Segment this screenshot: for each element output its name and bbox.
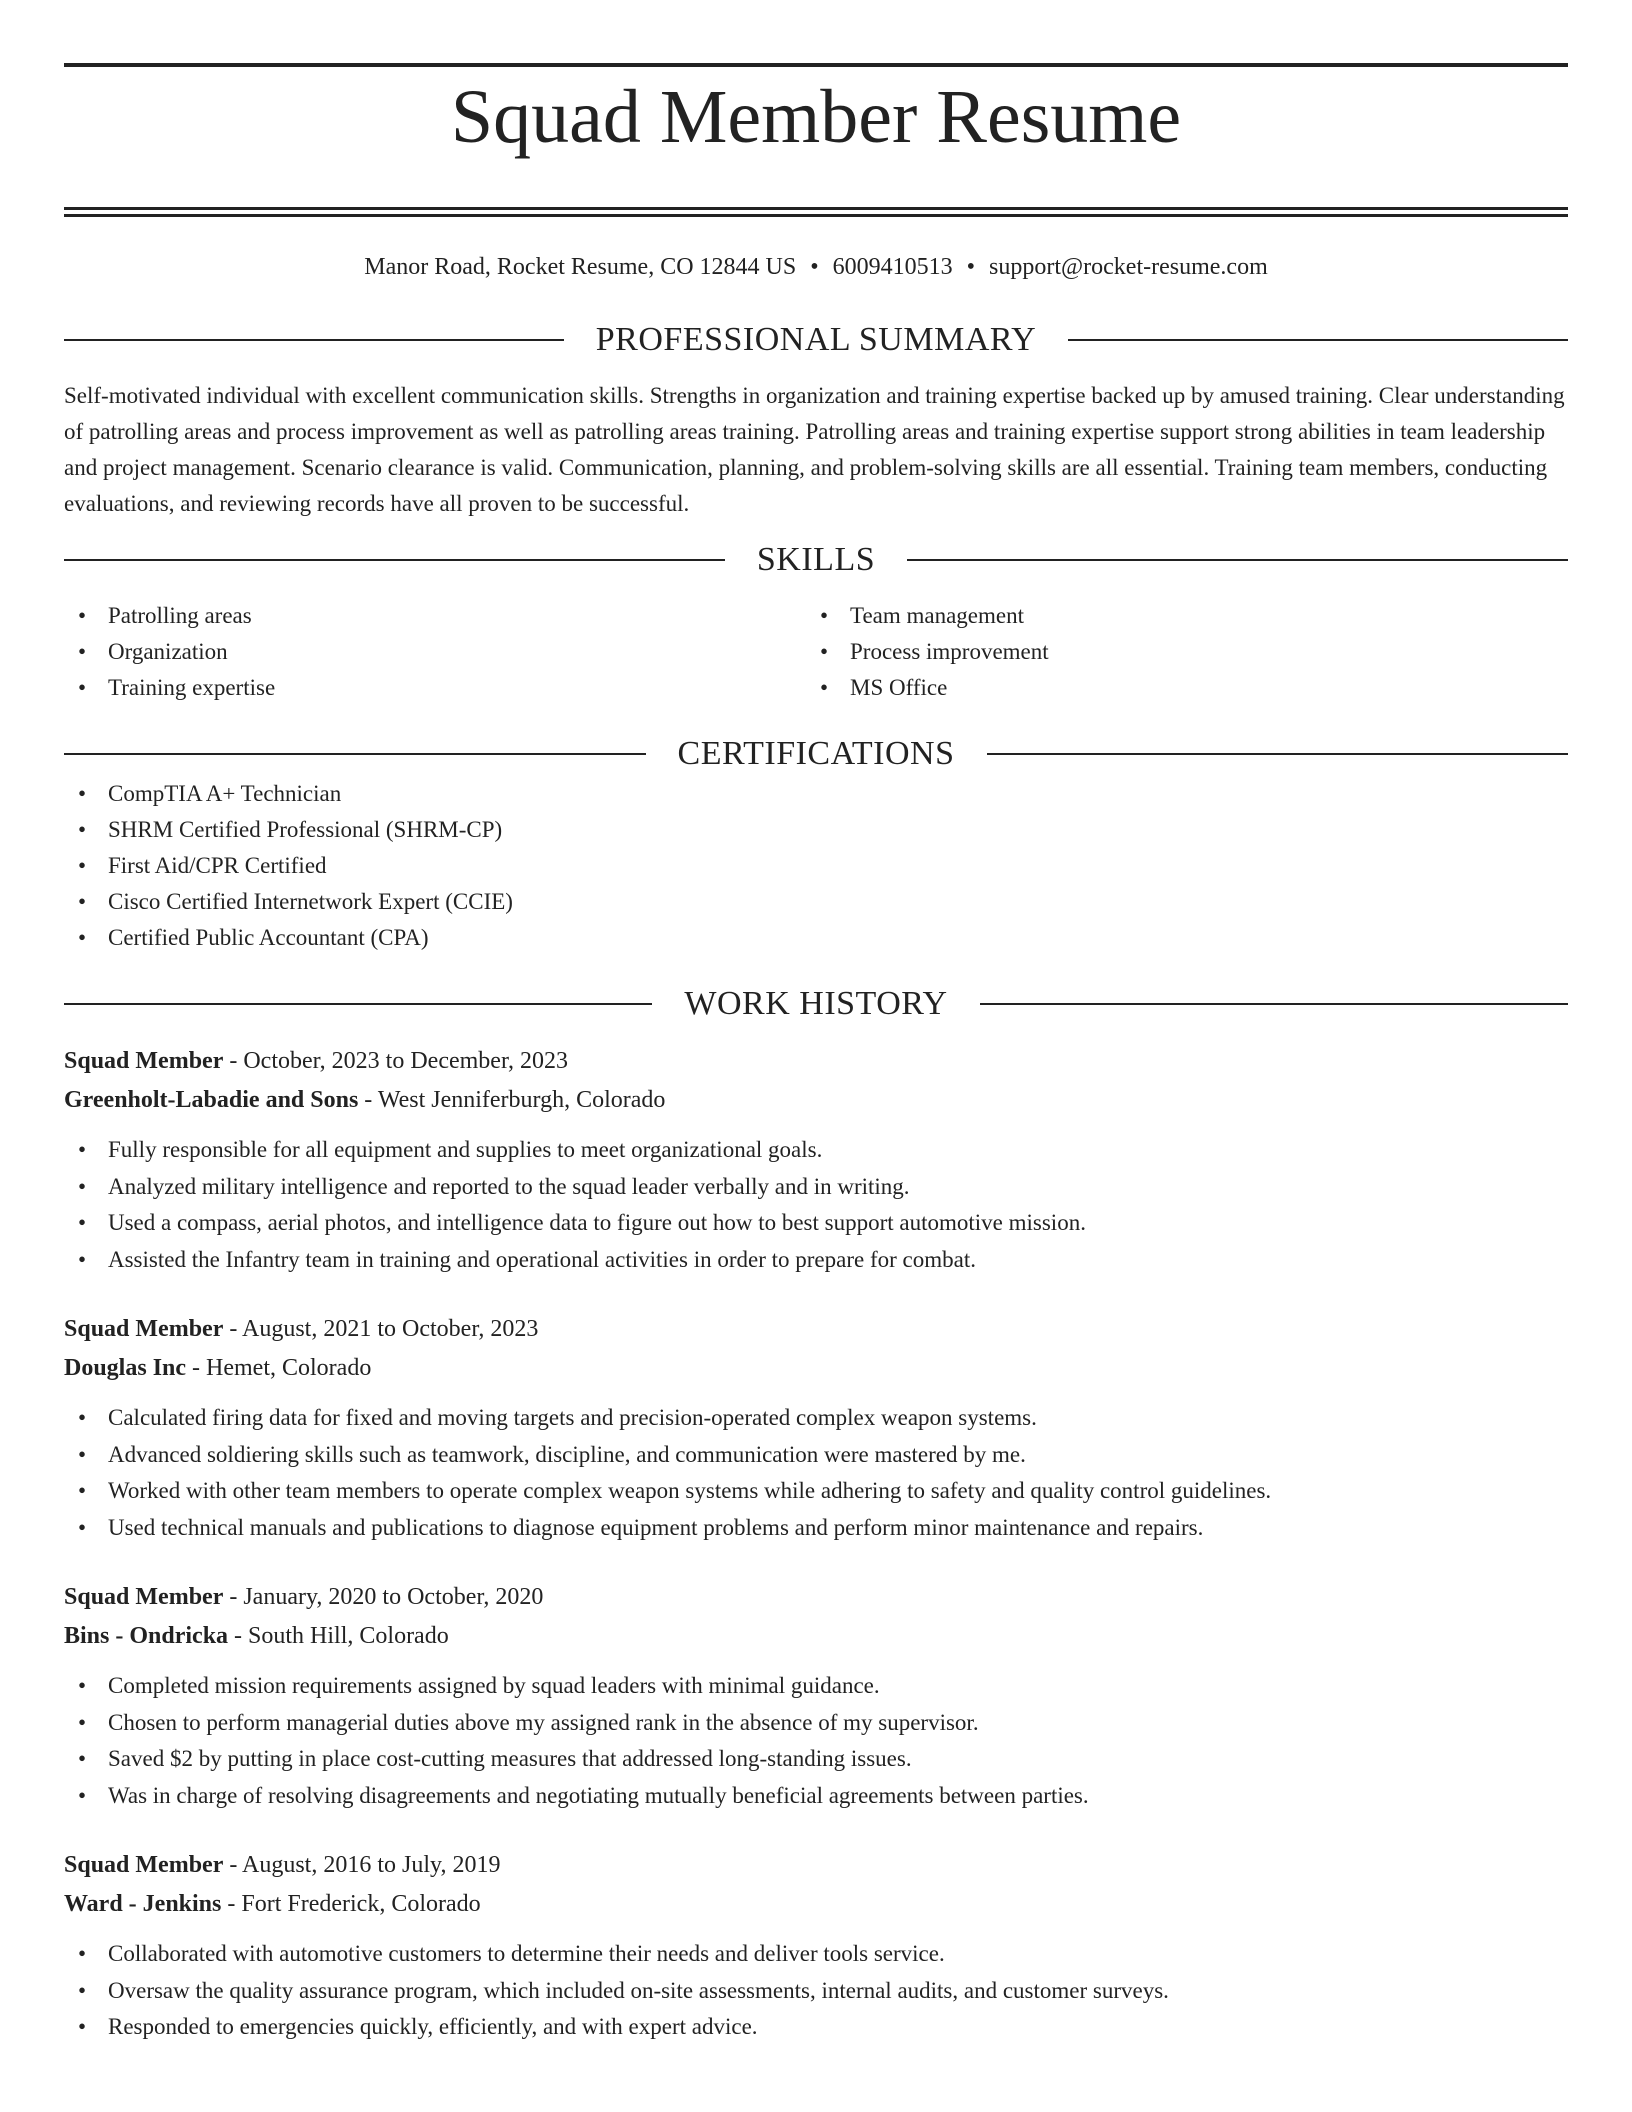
contact-phone: 6009410513 <box>832 254 953 280</box>
section-title: PROFESSIONAL SUMMARY <box>595 321 1037 358</box>
job-title: Squad Member <box>64 1048 224 1074</box>
job-title-line <box>64 1578 1568 1617</box>
job-duty-item: • Used a compass, aerial photos, and intelligence data to figure out how to best support automotive mission. <box>64 1205 1568 1242</box>
job-duties <box>64 1400 1568 1546</box>
job-duty-item: • Responded to emergencies quickly, efficiently, and with expert advice. <box>64 2009 1568 2046</box>
job-entry <box>64 1578 1568 1814</box>
job-duty-item: • Completed mission requirements assigned by squad leaders with minimal guidance. <box>64 1668 1568 1705</box>
skills-column-right <box>806 598 1548 706</box>
job-title: Squad Member <box>64 1852 224 1878</box>
heading-rule-right <box>907 559 1568 561</box>
summary-text: Self-motivated individual with excellent communication skills. Strengths in organization and training expertise backed up by amused training. Clear understanding of patrolling areas and process improvement as well as patrolling areas training. Patrolling areas and training expertise support strong abilities in team leadership and project management. Scenario clearance is valid. Communication, planning, and problem-solving skills are all essential. Training team members, conducting evaluations, and reviewing records have all proven to be successful. <box>64 383 1565 516</box>
heading-rule-right <box>1068 339 1568 341</box>
title-block <box>64 67 1568 207</box>
job-duty-item: • Chosen to perform managerial duties above my assigned rank in the absence of my supervisor. <box>64 1705 1568 1742</box>
skill-item: • Organization <box>64 634 806 670</box>
job-duty-item: • Saved $2 by putting in place cost-cutting measures that addressed long-standing issues. <box>64 1741 1568 1778</box>
job-duty-item: • Calculated firing data for fixed and moving targets and precision-operated complex weapon systems. <box>64 1400 1568 1437</box>
job-company: Bins - Ondricka <box>64 1623 229 1649</box>
skill-item: • Process improvement <box>806 634 1548 670</box>
section-title: CERTIFICATIONS <box>677 735 955 772</box>
contact-separator: • <box>810 254 819 280</box>
certification-item: • First Aid/CPR Certified <box>64 848 1568 884</box>
section-heading-summary <box>64 318 1568 362</box>
section-heading-certifications <box>64 732 1568 776</box>
job-duty-item: • Advanced soldiering skills such as teamwork, discipline, and communication were mastered by me. <box>64 1437 1568 1474</box>
job-dates: - January, 2020 to October, 2020 <box>223 1584 544 1610</box>
job-location: - West Jenniferburgh, Colorado <box>358 1087 666 1113</box>
section-title: SKILLS <box>756 541 876 578</box>
job-entry <box>64 1042 1568 1278</box>
job-duty-item: • Collaborated with automotive customers to determine their needs and deliver tools service. <box>64 1936 1568 1973</box>
job-dates: - October, 2023 to December, 2023 <box>223 1048 568 1074</box>
job-duty-item: • Was in charge of resolving disagreements and negotiating mutually beneficial agreements between parties. <box>64 1778 1568 1815</box>
contact-email: support@rocket-resume.com <box>989 254 1268 280</box>
job-title-line <box>64 1310 1568 1349</box>
heading-rule-left <box>64 1003 652 1005</box>
job-duties <box>64 1936 1568 2046</box>
job-duty-item: • Analyzed military intelligence and reported to the squad leader verbally and in writing. <box>64 1169 1568 1206</box>
job-entry <box>64 1846 1568 2046</box>
skill-item: • Training expertise <box>64 670 806 706</box>
certification-item: • Certified Public Accountant (CPA) <box>64 920 1568 956</box>
job-duty-item: • Used technical manuals and publications to diagnose equipment problems and perform minor maintenance and repairs. <box>64 1510 1568 1547</box>
job-title: Squad Member <box>64 1316 224 1342</box>
title-double-rule <box>64 207 1568 217</box>
job-company: Douglas Inc <box>64 1355 187 1381</box>
section-heading-skills <box>64 538 1568 582</box>
job-duty-item: • Oversaw the quality assurance program, which included on-site assessments, internal audits, and customer surveys. <box>64 1973 1568 2010</box>
heading-rule-left <box>64 559 725 561</box>
job-company-line <box>64 1081 1568 1120</box>
heading-rule-right <box>987 753 1569 755</box>
contact-address: Manor Road, Rocket Resume, CO 12844 US <box>364 254 797 280</box>
contact-separator: • <box>966 254 976 280</box>
job-duties <box>64 1132 1568 1278</box>
job-duties <box>64 1668 1568 1814</box>
heading-rule-left <box>64 339 564 341</box>
skills-list <box>64 598 1568 706</box>
job-company: Greenholt-Labadie and Sons <box>64 1087 359 1113</box>
skill-item: • MS Office <box>806 670 1548 706</box>
job-title: Squad Member <box>64 1584 224 1610</box>
section-title: WORK HISTORY <box>684 985 948 1022</box>
job-entry <box>64 1310 1568 1546</box>
job-location: - Fort Frederick, Colorado <box>221 1891 481 1917</box>
heading-rule-right <box>980 1003 1568 1005</box>
certification-item: • Cisco Certified Internetwork Expert (CCIE) <box>64 884 1568 920</box>
certification-item: • CompTIA A+ Technician <box>64 776 1568 812</box>
skill-item: • Team management <box>806 598 1548 634</box>
job-duty-item: • Fully responsible for all equipment and supplies to meet organizational goals. <box>64 1132 1568 1169</box>
job-location: - South Hill, Colorado <box>228 1623 449 1649</box>
certifications-list <box>64 776 1568 956</box>
job-location: - Hemet, Colorado <box>186 1355 372 1381</box>
job-company-line <box>64 1617 1568 1656</box>
certification-item: • SHRM Certified Professional (SHRM-CP) <box>64 812 1568 848</box>
job-dates: - August, 2016 to July, 2019 <box>223 1852 501 1878</box>
heading-rule-left <box>64 753 646 755</box>
job-duty-item: • Worked with other team members to operate complex weapon systems while adhering to safety and quality control guidelines. <box>64 1473 1568 1510</box>
contact-line <box>64 251 1568 283</box>
job-dates: - August, 2021 to October, 2023 <box>223 1316 539 1342</box>
skills-column-left <box>64 598 806 706</box>
job-company: Ward - Jenkins <box>64 1891 222 1917</box>
page-title: Squad Member Resume <box>450 75 1182 159</box>
job-company-line <box>64 1885 1568 1924</box>
skill-item: • Patrolling areas <box>64 598 806 634</box>
section-heading-work-history <box>64 982 1568 1026</box>
job-duty-item: • Assisted the Infantry team in training and operational activities in order to prepare for combat. <box>64 1242 1568 1279</box>
job-title-line <box>64 1846 1568 1885</box>
job-title-line <box>64 1042 1568 1081</box>
job-company-line <box>64 1349 1568 1388</box>
